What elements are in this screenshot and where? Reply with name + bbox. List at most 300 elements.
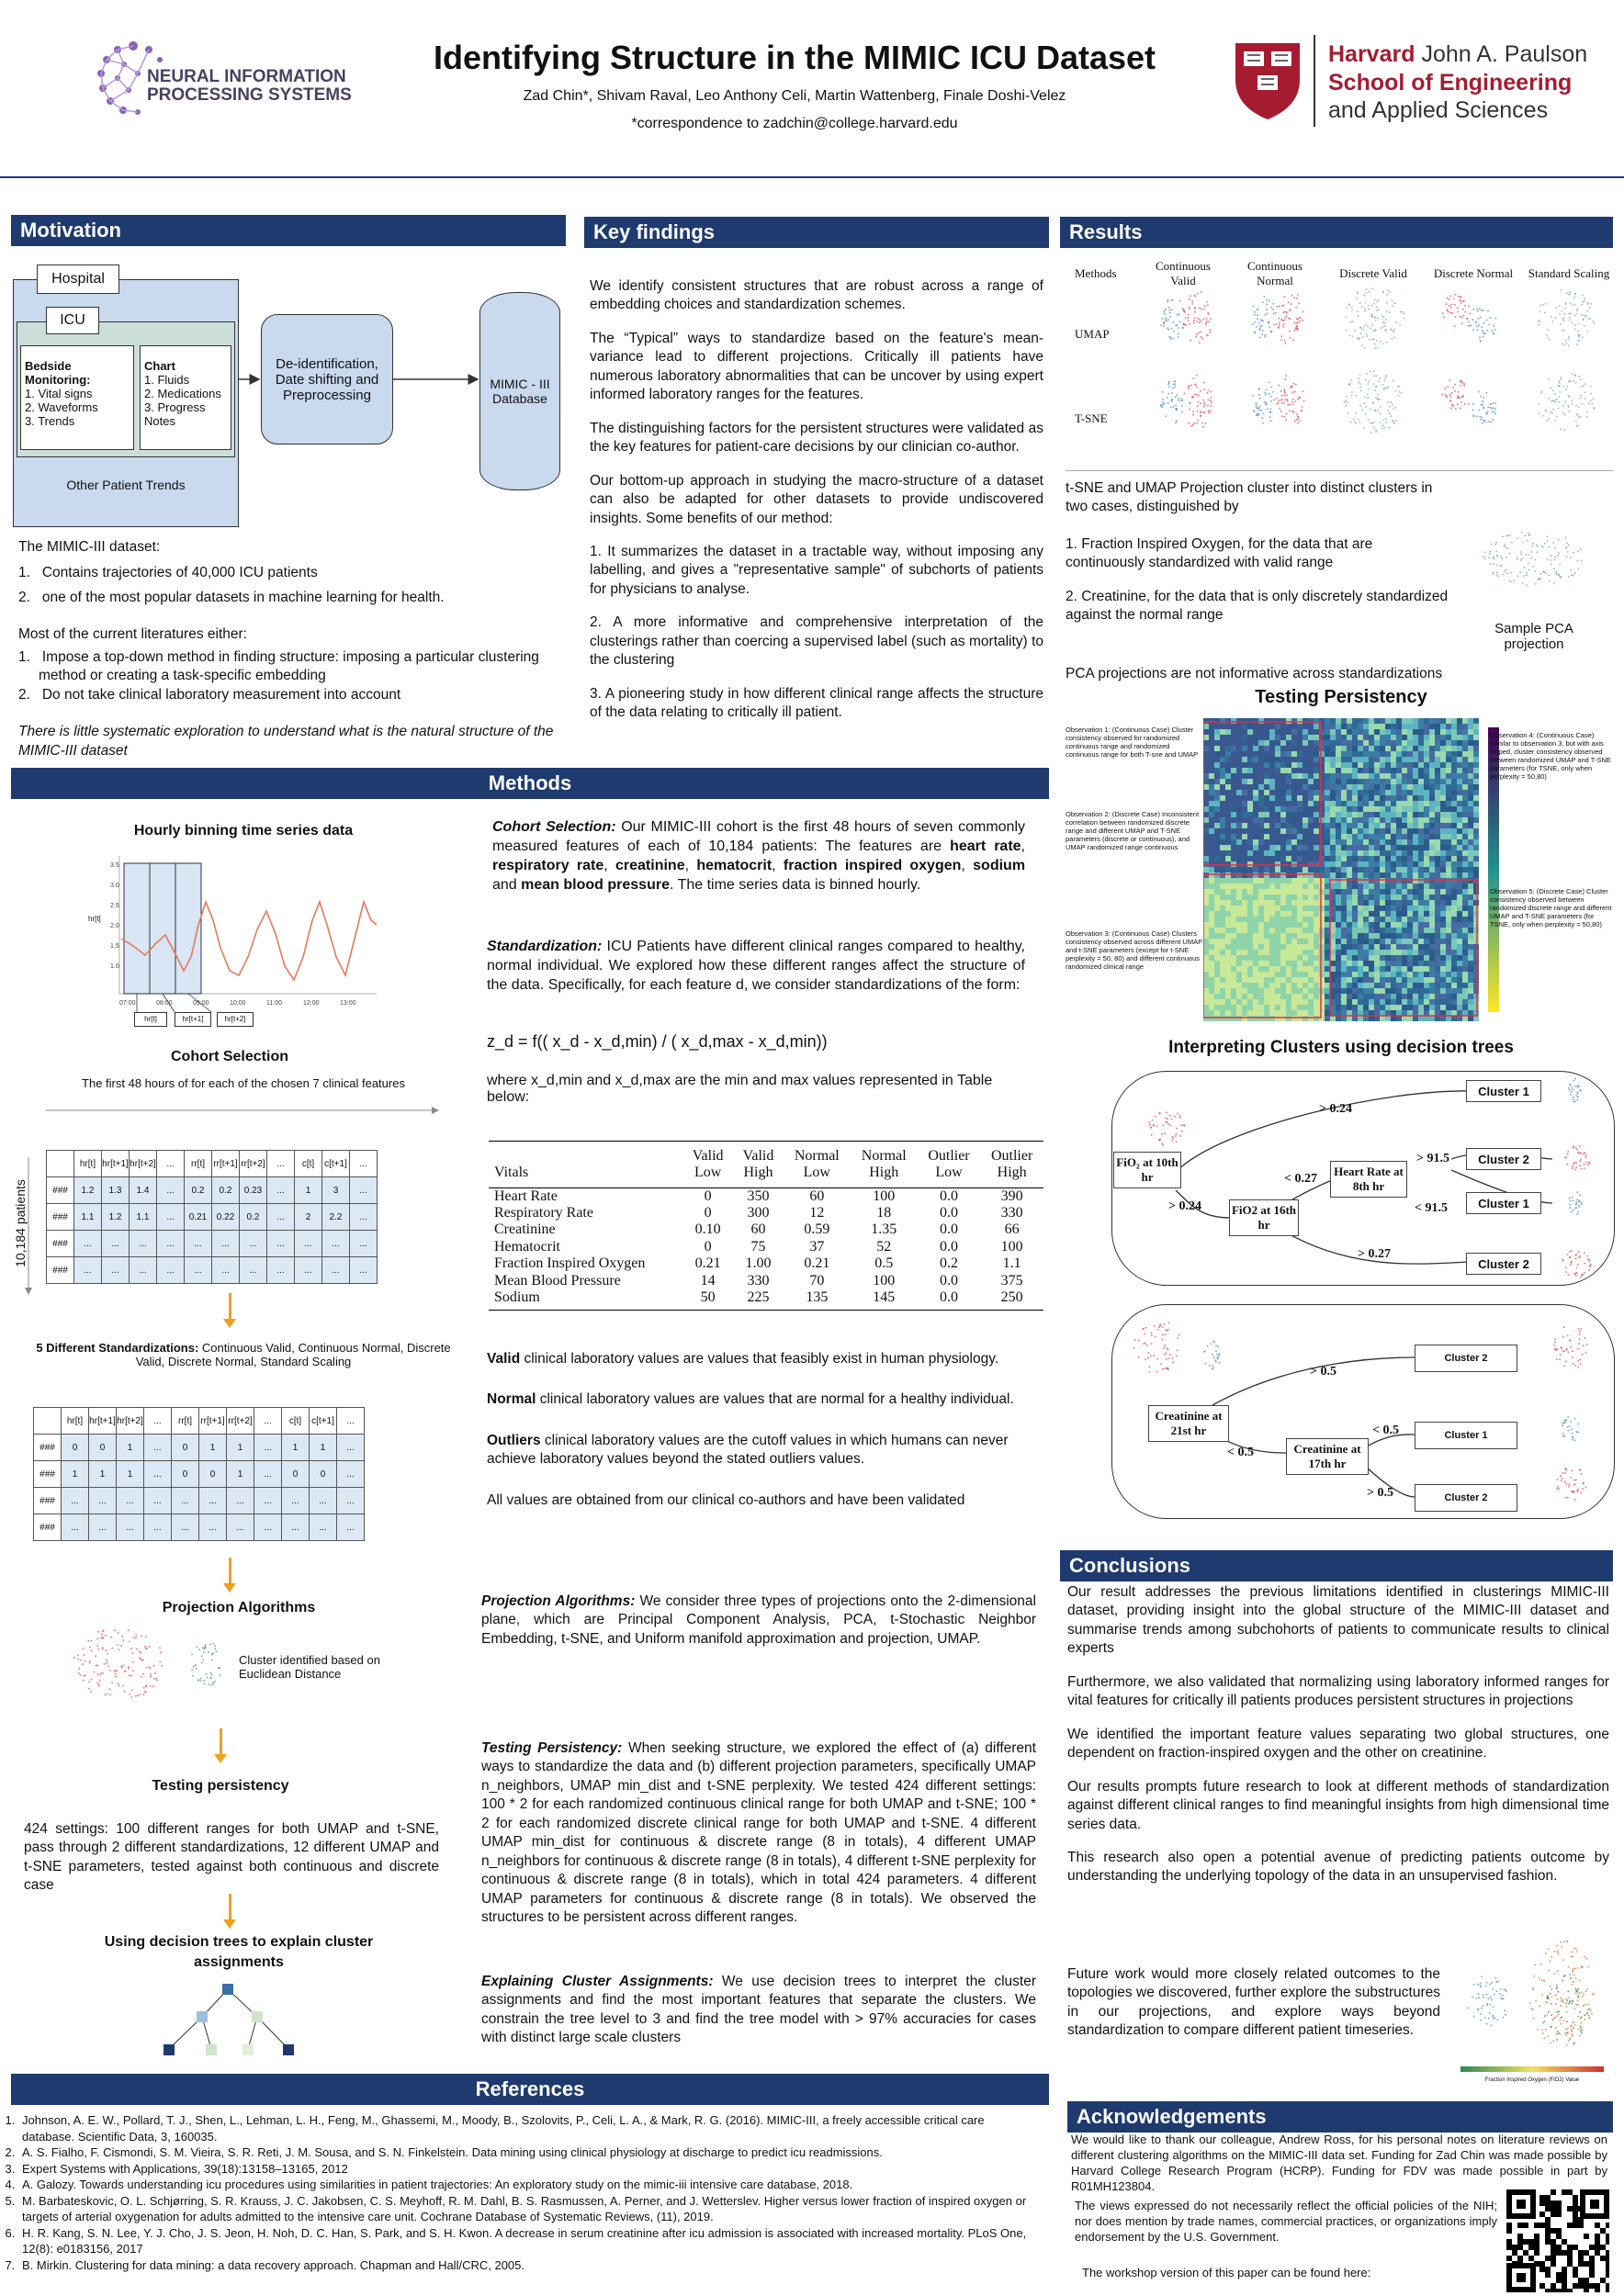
vitals-cell: 0.0 (939, 1289, 958, 1306)
cohort-cell: ### (47, 1204, 74, 1231)
cohort-cell: ... (350, 1204, 378, 1231)
standardized-cell: ... (89, 1514, 117, 1541)
hospital-label: Hospital (37, 264, 119, 294)
cohort-cell: hr[t+1] (102, 1151, 130, 1177)
vitals-cell: 145 (873, 1289, 896, 1306)
standardized-cell: hr[t+1] (89, 1408, 117, 1435)
cohort-cell: 2 (295, 1204, 322, 1231)
vitals-cell: 350 (747, 1187, 770, 1204)
cohort-selection-title: Cohort Selection (170, 1049, 288, 1064)
projection-algorithms-title: Projection Algorithms (162, 1600, 316, 1615)
feature-name: sodium (973, 858, 1026, 874)
svg-text:3.0: 3.0 (110, 883, 119, 889)
cohort-cell: ... (74, 1231, 102, 1257)
cohort-cell: ... (240, 1257, 267, 1284)
res-p3: 2. Creatinine, for the data that is only discretely standardized against the normal range (1066, 588, 1449, 624)
testing-persistency-method-title: Testing persistency (152, 1778, 289, 1794)
interpreting-clusters-title: Interpreting Clusters using decision trees (1168, 1038, 1514, 1057)
vitals-cell: 330 (747, 1272, 770, 1289)
results-header: Results (1060, 217, 1613, 248)
vitals-cell: 0.0 (939, 1187, 958, 1204)
outliers-term: Outliers (487, 1432, 541, 1448)
concl-p2: Furthermore, we also validated that normalizing using laboratory informed ranges for vital features for critically ill patients produces persistent structures in projections (1067, 1673, 1609, 1709)
res-p2: 1. Fraction Inspired Oxygen, for the data that are continuously standardized with valid range (1066, 535, 1373, 571)
standardized-cell: ... (144, 1514, 172, 1541)
cohort-cell: ... (130, 1257, 157, 1284)
vitals-cell: 37 (809, 1238, 825, 1255)
tree2-edge-label: > 0.5 (1310, 1365, 1336, 1379)
tree1-root-node: FiO₂ at 10th hr (1113, 1152, 1181, 1188)
tree2-creatinine-17-node: Creatinine at 17th hr (1286, 1438, 1369, 1475)
cohort-cell: ... (130, 1231, 157, 1257)
standardized-cell: ... (337, 1514, 365, 1541)
vitals-cell: Fraction Inspired Oxygen (494, 1255, 646, 1272)
tree2-cluster-node: Cluster 2 (1415, 1484, 1517, 1512)
row-label-umap: UMAP (1075, 327, 1110, 341)
bedside-title: Bedside Monitoring: (25, 359, 91, 387)
vitals-cell: 0.0 (939, 1221, 958, 1238)
pca-caption: Sample PCA projection (1494, 621, 1573, 652)
svg-text:2.5: 2.5 (110, 903, 119, 909)
standardized-cell: ... (144, 1435, 172, 1461)
standardized-cell: 0 (62, 1435, 89, 1461)
vitals-cell: Hematocrit (494, 1238, 560, 1255)
vitals-cell: 60 (750, 1221, 766, 1238)
tree1-cluster-node: Cluster 2 (1466, 1253, 1541, 1275)
conclusions-header: Conclusions (1060, 1550, 1613, 1581)
vitals-cell: 100 (873, 1187, 896, 1204)
cohort-cell: 0.2 (185, 1177, 212, 1204)
dataset-intro: The MIMIC-III dataset: (18, 539, 161, 555)
cohort-table (46, 1150, 378, 1284)
flow-arrow-icon (220, 1728, 222, 1756)
neurips-name (147, 68, 352, 105)
cohort-cell: 1.4 (130, 1177, 157, 1204)
feature-name: heart rate (950, 838, 1021, 855)
standardizations-label (28, 1341, 459, 1368)
svg-text:1.5: 1.5 (110, 943, 119, 950)
reference-item: 6. H. R. Kang, S. N. Lee, Y. J. Cho, J. S. Jeon, H. Noh, D. C. Han, S. Park, and S. H. Kwon. A decrease in serum creatinine after icu admission is associated with increased mortality. PLoS One, 12(8): e0183156, 2017 (18, 2225, 1038, 2257)
vitals-table-rule-top (489, 1141, 1043, 1142)
feature-name: fraction inspired oxygen (783, 858, 962, 874)
standardized-cell: hr[t+2] (117, 1408, 144, 1435)
cohort-text: Our MIMIC-III cohort is the first 48 hours of seven commonly measured features of each of 10,184 patients: The features are (492, 819, 1025, 855)
tree1-cluster-node: Cluster 1 (1466, 1080, 1541, 1102)
testing-persistency-title: Testing Persistency (1255, 687, 1427, 707)
standardized-cell: rr[t+1] (199, 1408, 227, 1435)
vitals-cell: 300 (747, 1205, 770, 1221)
standardized-cell: ... (254, 1488, 282, 1514)
chart-item: 1. Fluids (144, 373, 190, 387)
references-header: References (11, 2074, 1049, 2105)
cohort-cell: ... (350, 1231, 378, 1257)
tree1-edge-label: > 0.24 (1168, 1199, 1201, 1213)
vitals-cell: 0.10 (694, 1221, 721, 1238)
svg-text:12:00: 12:00 (303, 1000, 320, 1007)
persistency-heatmap (1203, 718, 1506, 1030)
tree1-cluster-node: Cluster 2 (1466, 1148, 1541, 1170)
hourly-bin-label: hr[t] (134, 1012, 167, 1027)
svg-text:3.5: 3.5 (110, 862, 119, 869)
standardized-cell: 1 (199, 1435, 227, 1461)
vitals-row (489, 1239, 1043, 1255)
tree2-cluster-node: Cluster 2 (1415, 1345, 1517, 1372)
obs5-note: Observation 5: (Discrete Case) Cluster consistency observed between randomized discrete range and different UMAP and T-SNE parameters (for TSNE, only when perplexity = 50,80) (1490, 887, 1612, 929)
other-trends-label: Other Patient Trends (66, 478, 186, 492)
standardized-cell: ... (172, 1488, 199, 1514)
standardized-cell: ... (254, 1435, 282, 1461)
stand-text: ICU Patients have different clinical ranges compared to healthy, normal individual. We explored how these different ranges affect the structure of the data. Specifically, for each feature d, we consider standardizations of the form: (487, 939, 1025, 994)
tree-cluster-thumbnails (1111, 1071, 1615, 1521)
vitals-cell: 12 (809, 1205, 825, 1221)
valid-def: clinical laboratory values are values that feasibly exist in human physiology. (520, 1351, 999, 1367)
vitals-row (489, 1273, 1043, 1289)
kf-p1: We identify consistent structures that are robust across a range of embedding choices and standardization schemes. (590, 278, 1043, 313)
grid-header: Continuous Valid (1156, 259, 1211, 287)
concl-p3: We identified the important feature values separating two global structures, one dependent on fraction-inspired oxygen and the other on creatinine. (1067, 1726, 1609, 1761)
authors: Zad Chin*, Shivam Raval, Leo Anthony Celi, Martin Wattenberg, Finale Doshi-Velez (523, 88, 1066, 104)
standardized-cell: 1 (227, 1461, 254, 1488)
hourly-y-label: hr[t] (88, 915, 101, 923)
vitals-cell: 0.0 (939, 1205, 958, 1221)
obs4-note: Observation 4: (Continuous Case) Similar to observation 3, but with axis flipped, cluster consistency observed between randomized UMAP and T-SNE parameters (for TSNE, only when perplexity = 50,80) (1490, 731, 1611, 781)
colorbar-label: Fraction Inspired Oxygen (FiO2) Value (1484, 2077, 1580, 2083)
standardized-cell: ... (199, 1514, 227, 1541)
tree1-edge-label: > 0.27 (1358, 1247, 1391, 1261)
vitals-cell: 0.0 (939, 1272, 958, 1289)
projection-cluster-thumbnail (46, 1609, 239, 1719)
kf-b1: 1. It summarizes the dataset in a tractable way, without imposing any labelling, and gives a "representative sample" of subchorts of patients for physicians to analyse. (590, 543, 1043, 597)
pers-text: When seeking structure, we explored the effect of (a) different ways to standardize the data and (b) different projection parameters, specifically UMAP n_neighbors, UMAP min_dist and t-SNE perplexity. We tested 424 different settings: 100 * 2 for each randomized continuous clinical range for both UMAP and t-SNE; 100 * 2 for each randomized discrete clinical range for both UMAP and t-SNE. 4 different UMAP min_dist for continuous & discrete range (8 in totals), 4 different UMAP n_neighbors for continuous & discrete range (8 in totals), 4 different t-SNE perplexity for continuous & discrete range (8 in totals), which in total 424 parameters. 4 different UMAP parameters for continuous & discrete range (8 in totals). We observed the structures to be persistent across different ranges. (481, 1740, 1036, 1926)
hourly-binning-title: Hourly binning time series data (133, 823, 354, 838)
standardized-cell: 0 (172, 1461, 199, 1488)
vitals-cell: Sodium (494, 1289, 540, 1306)
cohort-cell (47, 1151, 74, 1177)
vitals-cell: 1.35 (871, 1221, 897, 1238)
cohort-cell: c[t+1] (322, 1151, 350, 1177)
vitals-row (489, 1255, 1043, 1272)
cohort-cell: 0.2 (212, 1177, 240, 1204)
key-findings-header: Key findings (584, 217, 1049, 248)
standardized-cell: 1 (117, 1435, 144, 1461)
projection-paragraph (481, 1593, 1036, 1649)
cohort-cell: 2.2 (322, 1204, 350, 1231)
validation-note: All values are obtained from our clinical co-authors and have been validated (487, 1491, 965, 1508)
cohort-cell: ... (350, 1177, 378, 1204)
methods-header: Methods (11, 768, 1049, 799)
dataset-item: 1. Contains trajectories of 40,000 ICU patients (18, 565, 318, 581)
vitals-cell: 0 (704, 1238, 712, 1255)
harvard-seas-logo (1328, 40, 1587, 125)
cohort-cell: ... (212, 1231, 240, 1257)
vitals-cell: Heart Rate (494, 1187, 558, 1204)
vitals-cell: 0.59 (804, 1221, 830, 1238)
vitals-cell: 0.21 (804, 1255, 830, 1272)
standardized-cell: ... (337, 1461, 365, 1488)
chart-item: 3. Progress Notes (144, 400, 206, 428)
vitals-header-row (489, 1148, 1043, 1180)
bedside-item: 1. Vital signs (25, 387, 93, 400)
cohort-cell: 0.22 (212, 1204, 240, 1231)
kf-p3: The distinguishing factors for the persistent structures were validated as the key features for patient-care decisions by our clinician co-author. (590, 420, 1043, 456)
standardized-cell: 0 (172, 1435, 199, 1461)
decision-tree-icon (156, 1980, 321, 2063)
vitals-header-cell: Outlier Low (928, 1148, 970, 1180)
cohort-cell: ... (295, 1231, 322, 1257)
standardized-cell: ... (172, 1514, 199, 1541)
tree2-cluster-node: Cluster 1 (1415, 1422, 1517, 1449)
standardized-cell: 1 (89, 1461, 117, 1488)
standardized-row (34, 1435, 365, 1461)
cohort-cell: ... (350, 1257, 378, 1284)
cohort-cell: ... (157, 1257, 185, 1284)
reference-item: 5. M. Barbateskovic, O. L. Schjørring, S. R. Krauss, J. C. Jakobsen, C. S. Meyhoff, R. M. Dahl, B. S. Rasmussen, A. Perner, and J. Wetterslev. Higher versus lower fraction of inspired oxygen or targets of arterial oxygenation for adults admitted to the intensive care unit. Cochrane Database of Systematic Reviews, (11), 2019. (18, 2193, 1038, 2225)
ack-p1: We would like to thank our colleague, Andrew Ross, for his personal notes on literature reviews on different clustering algorithms on the MIMIC-III data set. Funding for Zad Chin was made possible by Harvard College Research Program (HCRP). Funding for FDV was made possible in part by R01MH123804. (1071, 2133, 1607, 2193)
lit-item: 1. Impose a top-down method in finding structure: imposing a particular clustering method or creating a task-specific embedding (18, 648, 539, 684)
vitals-cell: 0.0 (939, 1238, 958, 1255)
vitals-cell: 60 (809, 1187, 825, 1204)
standardized-cell: ... (227, 1514, 254, 1541)
vitals-cell: 225 (747, 1289, 770, 1306)
standardized-cell: ... (337, 1488, 365, 1514)
standardized-cell: 1 (117, 1461, 144, 1488)
motivation-header: Motivation (11, 215, 566, 246)
standardized-cell: 0 (282, 1461, 310, 1488)
expl-head: Explaining Cluster Assignments: (481, 1974, 714, 1989)
cohort-cell: ... (102, 1231, 130, 1257)
lit-item: 2. Do not take clinical laboratory measurement into account (18, 686, 401, 703)
cohort-cell: ... (267, 1151, 295, 1177)
standardized-cell: rr[t] (172, 1408, 199, 1435)
standardized-cell: ... (199, 1488, 227, 1514)
svg-text:08:00: 08:00 (156, 1000, 173, 1007)
vitals-cell: 50 (700, 1289, 716, 1306)
vitals-row (489, 1289, 1043, 1306)
results-text (1066, 479, 1451, 640)
standardized-cell: ... (144, 1488, 172, 1514)
feature-name: mean blood pressure (521, 877, 670, 894)
svg-text:13:00: 13:00 (340, 1000, 356, 1007)
cohort-cell: 1.1 (74, 1204, 102, 1231)
kf-p4: Our bottom-up approach in studying the macro-structure of a dataset can also be adapted for other datasets to provide undiscovered insights. Some benefits of our method: (590, 472, 1043, 526)
standardized-row (34, 1461, 365, 1488)
cohort-cell: 0.21 (185, 1204, 212, 1231)
grid-header: Methods (1075, 266, 1117, 280)
cohort-head: Cohort Selection: (492, 819, 616, 835)
standardized-row (34, 1514, 365, 1541)
vitals-cell: 330 (1000, 1205, 1023, 1221)
standardized-cell: ### (34, 1461, 62, 1488)
cohort-cell: 1.2 (74, 1177, 102, 1204)
cohort-row (47, 1204, 378, 1231)
cohort-cell: c[t] (295, 1151, 322, 1177)
tree2-edge-label: < 0.5 (1372, 1424, 1399, 1437)
reference-item: 4. A. Galozy. Towards understanding icu procedures using similarities in patient trajectories: An exploratory study on the mimic-iii intensive care database, 2018. (18, 2177, 1038, 2193)
deid-box: De-identification, Date shifting and Preprocessing (261, 314, 393, 445)
feature-name: respiratory rate (492, 858, 604, 874)
expl-text: We use decision trees to interpret the cluster assignments and find the most important features that separate the clusters. We constrain the tree level to 3 and find the tree model with > 97% accuracies for cases with distinct large scale clusters (481, 1974, 1036, 2046)
cohort-cell: rr[t+1] (212, 1151, 240, 1177)
harvard-shield-icon (1231, 39, 1304, 121)
cohort-cell: ... (322, 1231, 350, 1257)
harvard-divider (1314, 35, 1315, 127)
concl-p5: This research also open a potential avenue of predicting patients outcome by understanding the underlying topology of the data in an unsupervised fashion. (1067, 1849, 1609, 1885)
hourly-bin-label: hr[t+1] (175, 1012, 211, 1027)
cohort-cell: hr[t] (74, 1151, 102, 1177)
vitals-row (489, 1221, 1043, 1238)
vitals-header-cell: Normal High (861, 1148, 907, 1180)
seas-line2: School of Engineering (1328, 69, 1573, 96)
key-findings-text (590, 277, 1043, 737)
tree2-edge-label: > 0.5 (1367, 1486, 1393, 1500)
formula-where-text: where x_d,min and x_d,max are the min and max values represented in Table below: (487, 1073, 993, 1105)
tree1-cluster-node: Cluster 1 (1466, 1192, 1541, 1214)
icu-label: ICU (46, 307, 99, 334)
cohort-cell: ... (157, 1151, 185, 1177)
results-projection-thumbnails (1139, 287, 1617, 470)
flow-arrow-icon (229, 1293, 231, 1321)
cohort-cell: hr[t+2] (130, 1151, 157, 1177)
standardized-cell: ... (62, 1488, 89, 1514)
vitals-separator (489, 1180, 1043, 1187)
standardized-cell: ... (62, 1514, 89, 1541)
grid-header: Discrete Normal (1433, 266, 1514, 280)
future-work-projection-thumbnail (1451, 1929, 1613, 2076)
cohort-cell: ... (102, 1257, 130, 1284)
hourly-binning-chart (83, 847, 386, 1030)
standardization-formula: z_d = f(( x_d - x_d,min) / ( x_d,max - x_d,min)) (487, 1032, 828, 1051)
chart-item: 2. Medications (144, 387, 221, 400)
header-rule (0, 176, 1624, 178)
standardized-cell: ... (144, 1408, 172, 1435)
standardized-cell: ... (227, 1488, 254, 1514)
tree1-edge-label: > 91.5 (1416, 1152, 1449, 1165)
vitals-cell: 18 (876, 1205, 892, 1221)
poster-title: Identifying Structure in the MIMIC ICU Dataset (433, 39, 1156, 76)
standardized-cell: ... (310, 1514, 337, 1541)
vitals-header-cell: Outlier High (990, 1148, 1033, 1180)
svg-text:2.0: 2.0 (110, 923, 119, 929)
standardized-cell: rr[t+2] (227, 1408, 254, 1435)
tree1-heart-rate-node: Heart Rate at 8th hr (1330, 1161, 1407, 1198)
cohort-cell: ... (185, 1257, 212, 1284)
kf-b3: 3. A pioneering study in how different clinical range affects the structure of the data relating to critically ill patient. (590, 685, 1043, 721)
standardized-cell: ... (337, 1435, 365, 1461)
qr-code-icon[interactable] (1506, 2189, 1609, 2292)
mimic-db-box: MIMIC - III Database (479, 292, 560, 490)
vitals-table (489, 1148, 1043, 1306)
vitals-table-rule-bottom (489, 1310, 1043, 1311)
standardization-paragraph (487, 937, 1025, 995)
vitals-cell: 70 (809, 1272, 825, 1289)
bedside-item: 2. Waveforms (25, 400, 98, 414)
standardized-cell: ... (254, 1461, 282, 1488)
cohort-row (47, 1231, 378, 1257)
hourly-bin-label: hr[t+2] (217, 1012, 254, 1027)
reference-item: 3. Expert Systems with Applications, 39(18):13158–13165, 2012 (18, 2161, 1038, 2178)
cohort-row (47, 1151, 378, 1177)
projection-caption: Cluster identified based on Euclidean Distance (239, 1653, 380, 1681)
obs1-note: Observation 1: (Continuous Case) Cluster consistency observed for randomized continuous range and randomized continuous range for both T-sne and UMAP (1066, 726, 1199, 759)
cohort-cell: 1.2 (102, 1204, 130, 1231)
cohort-cell: rr[t] (185, 1151, 212, 1177)
vitals-cell: Mean Blood Pressure (494, 1272, 621, 1289)
standardized-cell: 0 (89, 1435, 117, 1461)
cohort-cell: ... (267, 1231, 295, 1257)
cohort-cell: 0.23 (240, 1177, 267, 1204)
cohort-cell: ... (267, 1204, 295, 1231)
cohort-cell: ... (157, 1231, 185, 1257)
pers-head: Testing Persistency: (481, 1740, 623, 1756)
cohort-cell: ... (74, 1257, 102, 1284)
standardized-table (33, 1407, 365, 1541)
cohort-cell: ### (47, 1231, 74, 1257)
flow-arrow-icon (229, 1558, 231, 1585)
res-p1: t-SNE and UMAP Projection cluster into distinct clusters in two cases, distinguished by (1066, 480, 1433, 515)
vitals-header-cell: Normal Low (794, 1148, 840, 1180)
italic-note: There is little systematic exploration to understand what is the natural structure of the MIMIC-III dataset (18, 724, 554, 759)
standardized-cell: ... (282, 1488, 310, 1514)
feature-name: hematocrit (696, 858, 773, 874)
cohort-cell: 1.3 (102, 1177, 130, 1204)
standardized-cell: ... (337, 1408, 365, 1435)
neurips-line2: PROCESSING SYSTEMS (147, 84, 352, 105)
conclusions-text (1067, 1583, 1609, 1901)
grid-header: Discrete Valid (1339, 266, 1407, 280)
vitals-cell: 52 (876, 1238, 892, 1255)
obs3-note: Observation 3: (Continuous Case) Clusters consistency observed across different UMAP and t-SNE parameters (except for t-SNE perplexity = 50, 80) and different continuous randomized clinical range (1066, 929, 1202, 971)
definitions-text (487, 1350, 1032, 1525)
chart-title: Chart (144, 359, 175, 373)
cohort-cell: ... (350, 1151, 378, 1177)
row-label-tsne: T-SNE (1075, 411, 1108, 425)
concl-p4: Our results prompts future research to look at different methods of standardization against different clinical ranges to find meaningful insights from high dimensional time series data. (1067, 1778, 1609, 1832)
cohort-cell: rr[t+2] (240, 1151, 267, 1177)
normal-term: Normal (487, 1391, 536, 1408)
reference-item: 2. A. S. Fialho, F. Cismondi, S. M. Vieira, S. R. Reti, J. M. Sousa, and S. N. Finkelstein. Data mining using clinical physiology at discharge to predict icu readmissions. (18, 2144, 1038, 2161)
tree1-edge-label: < 91.5 (1415, 1201, 1448, 1215)
cohort-cell: ... (157, 1177, 185, 1204)
vitals-row (489, 1187, 1043, 1205)
concl-p1: Our result addresses the previous limitations identified in clusterings MIMIC-III dataset, providing insight into the global structure of the MIMIC-III dataset and summarise trends among subchohorts of patients to communicate results to clinical experts (1067, 1584, 1609, 1657)
tree1-edge-label: < 0.27 (1284, 1172, 1317, 1186)
standardized-cell: ... (117, 1514, 144, 1541)
reference-item: 1. Johnson, A. E. W., Pollard, T. J., Shen, L., Lehman, L. H., Feng, M., Ghassemi, M., Moody, B., Szolovits, P., Celi, L. A., & Mark, R. G. (2016). MIMIC-III, a freely accessible critical care database. Scientific Data, 3, 160035. (18, 2112, 1038, 2144)
vitals-cell: 0 (704, 1205, 712, 1221)
standardized-row (34, 1488, 365, 1514)
cohort-row (47, 1257, 378, 1284)
explaining-paragraph (481, 1973, 1036, 2048)
seas-line3: and Applied Sciences (1328, 97, 1549, 123)
vitals-cell: 0.21 (694, 1255, 721, 1272)
concl-p6: Future work would more closely related outcomes to the topologies we discovered, further explore the substructures in our projections, and explore ways beyond standardization to compare different patient timeseries. (1067, 1966, 1440, 2039)
vitals-cell: 250 (1000, 1289, 1023, 1306)
grid-header: Continuous Normal (1247, 259, 1303, 287)
vitals-cell: 1.1 (1002, 1255, 1021, 1272)
dataset-item: 2. one of the most popular datasets in machine learning for health. (18, 589, 445, 605)
cohort-selection-subtitle: The first 48 hours of for each of the chosen 7 clinical features (82, 1076, 405, 1090)
proj-text: We consider three types of projections onto the 2-dimensional plane, which are Principal Component Analysis, PCA, t-Stochastic Neighbor Embedding, t-SNE, and Uniform manifold approximation and projection, UMAP. (481, 1593, 1036, 1647)
decision-tree-method-title: Using decision trees to explain cluster assignments (104, 1934, 374, 1970)
cohort-cell: 3 (322, 1177, 350, 1204)
standardized-cell: ### (34, 1514, 62, 1541)
svg-text:09:00: 09:00 (193, 1000, 209, 1007)
testing-persistency-method-text: 424 settings: 100 different ranges for both UMAP and t-SNE, pass through 2 different standardizations, 12 different UMAP and t-SNE parameters, tested against both continuous and discrete case (24, 1821, 439, 1894)
feature-name: creatinine (615, 858, 685, 874)
cohort-cell: ### (47, 1257, 74, 1284)
pca-projection-thumbnail (1470, 503, 1598, 612)
tree2-root-node: Creatinine at 21st hr (1148, 1405, 1229, 1442)
